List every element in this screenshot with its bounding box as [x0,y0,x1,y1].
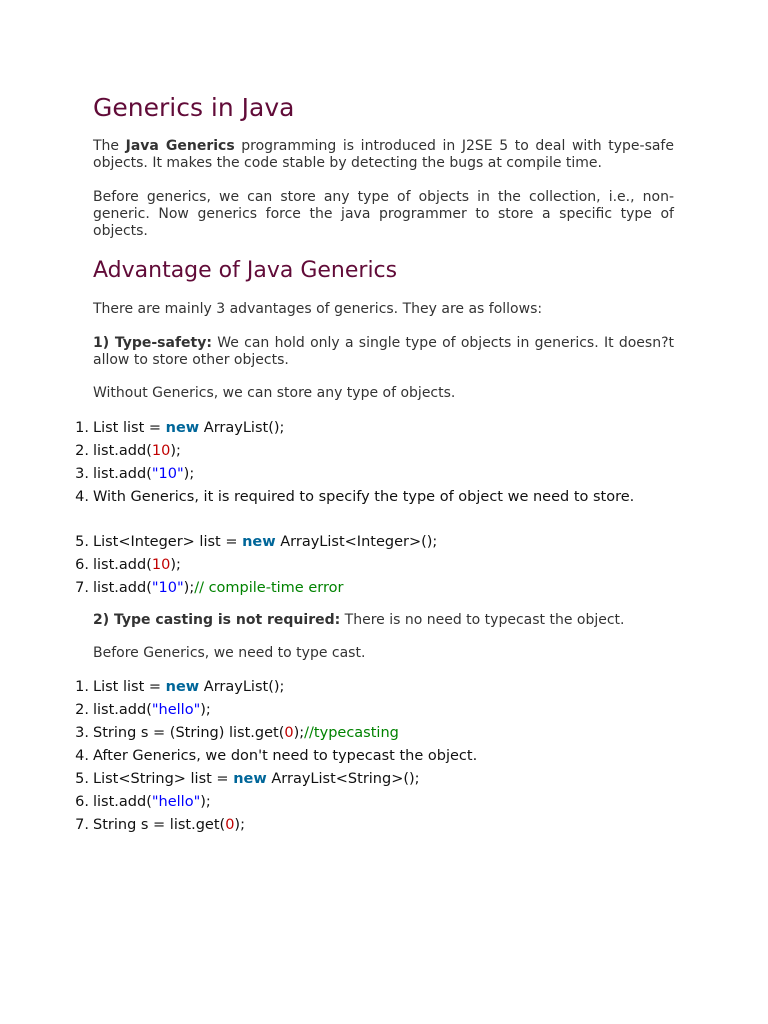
code-line [75,745,733,768]
before-generics-paragraph: Before Generics, we need to type cast. [93,644,366,661]
code-token-plain: ArrayList(); [199,679,285,696]
line-number: 5. [75,771,89,788]
intro-pre: The [93,138,126,154]
generics-explanation-paragraph: Before generics, we can store any type of objects in the collection, i.e., non-generic. Now generics force the java programmer to store a specific type of objects. [93,188,674,240]
code-token-str: "hello" [151,794,201,811]
code-token-plain: ArrayList<String>(); [266,771,420,788]
code-token-str: "10" [151,579,184,596]
code-line [75,814,733,837]
line-number: 4. [75,488,89,505]
line-number: 1. [75,679,89,696]
code-line [75,577,733,600]
intro-paragraph [93,138,674,173]
code-token-plain: list.add( [93,579,152,596]
line-number: 7. [75,579,89,596]
code-token-plain: list.add( [93,465,152,482]
code-token-kw: new [165,679,200,696]
code-line [75,531,733,554]
code-token-plain: list.add( [93,556,152,573]
typecasting-text: There is no need to typecast the object. [340,611,625,628]
code-listing-2 [75,531,733,600]
code-listing-1 [75,417,733,509]
line-number: 7. [75,817,89,834]
code-token-num: 10 [151,442,171,459]
code-token-plain: list.add( [93,794,152,811]
code-token-str: "10" [151,465,184,482]
code-line [75,486,733,509]
line-number: 2. [75,702,89,719]
typecasting-label: 2) Type casting is not required: [93,611,341,628]
line-number: 2. [75,442,89,459]
advantages-intro: There are mainly 3 advantages of generics. They are as follows: [93,301,543,318]
document-page [75,86,674,837]
code-line [75,440,733,463]
code-token-kw: new [165,419,200,436]
code-token-kw: new [242,533,276,550]
typecasting-paragraph [93,612,674,629]
line-number: 1. [75,419,89,436]
code-token-plain: List<Integer> list = [93,533,243,550]
code-token-plain: ArrayList<Integer>(); [275,533,438,550]
code-token-num: 10 [151,556,171,573]
code-line [75,768,733,791]
without-generics-paragraph: Without Generics, we can store any type of objects. [93,385,456,402]
code-token-num: 0 [284,725,294,742]
line-number: 4. [75,748,89,765]
code-token-plain: List list = [93,679,166,696]
code-line [75,554,733,577]
typesafety-label: 1) Type-safety: [93,334,212,351]
code-token-plain: ); [200,794,211,811]
code-line [75,417,733,440]
intro-post: programming is introduced in J2SE 5 to deal with type-safe objects. It makes the code stable by detecting the bugs at compile time. [93,138,674,172]
line-number: 3. [75,725,89,742]
code-token-plain: list.add( [93,702,152,719]
page-title: Generics in Java [93,93,295,122]
code-line [75,791,733,814]
code-line [75,699,733,722]
line-number: 6. [75,794,89,811]
code-listing-3 [75,676,733,837]
code-token-kw: new [233,771,267,788]
code-token-plain: ); [170,556,181,573]
code-token-plain: ); [234,817,245,834]
code-token-plain: ); [293,725,305,742]
line-number: 6. [75,556,89,573]
code-line [75,463,733,486]
code-token-plain: String s = list.get( [93,817,226,834]
code-token-plain: List list = [93,419,166,436]
code-token-num: 0 [225,817,235,834]
code-token-str: "hello" [151,702,201,719]
code-token-plain: ); [170,442,181,459]
code-token-plain: After Generics, we don't need to typecast the object. [93,748,478,765]
code-token-plain: With Generics, it is required to specify the type of object we need to store. [93,488,635,505]
typesafety-text: We can hold only a single type of objects in generics. It doesn?t allow to store other objects. [93,334,674,369]
code-token-cmt: //typecasting [304,725,399,742]
code-token-cmt: // compile-time error [194,579,344,596]
code-token-plain: List<String> list = [93,771,234,788]
code-token-plain: ); [183,579,195,596]
code-token-plain: list.add( [93,442,152,459]
code-line [75,722,733,745]
advantage-heading: Advantage of Java Generics [93,258,398,284]
code-line [75,676,733,699]
code-token-plain: ArrayList(); [199,419,285,436]
line-number: 3. [75,465,89,482]
code-token-plain: ); [183,465,195,482]
line-number: 5. [75,533,89,550]
typesafety-paragraph [93,335,674,370]
intro-bold-term: Java Generics [125,138,235,154]
code-token-plain: ); [200,702,211,719]
code-token-plain: String s = (String) list.get( [93,725,285,742]
